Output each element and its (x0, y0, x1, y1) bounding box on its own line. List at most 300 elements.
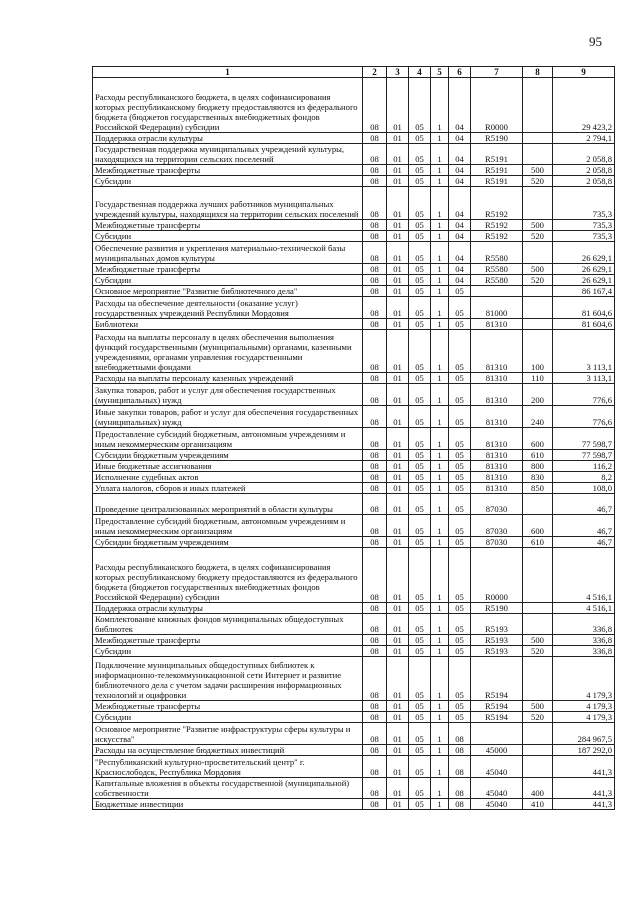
row-cell-amount: 2 794,1 (553, 132, 615, 143)
row-cell-program: 05 (409, 132, 431, 143)
column-header: 6 (449, 67, 471, 78)
row-cell-direction: 87030 (471, 515, 523, 537)
row-cell-program: 05 (409, 657, 431, 701)
row-name-cell: Межбюджетные трансферты (93, 165, 363, 176)
row-cell-rz: 08 (363, 482, 387, 493)
row-cell-event: 05 (449, 602, 471, 613)
row-cell-program: 05 (409, 241, 431, 263)
row-cell-amount: 4 516,1 (553, 548, 615, 603)
row-cell-amount: 86 167,4 (553, 285, 615, 296)
row-name-cell: Субсидии (93, 712, 363, 723)
row-name-cell: "Республиканский культурно-просветительский центр" г. Краснослободск, Республика Мордовия (93, 755, 363, 777)
row-cell-pr: 01 (387, 296, 409, 318)
row-name-cell: Бюджетные инвестиции (93, 799, 363, 810)
row-cell-subprogram: 1 (431, 460, 449, 471)
table-row (93, 548, 615, 603)
column-header: 8 (523, 67, 553, 78)
row-cell-direction: 81310 (471, 460, 523, 471)
row-cell-rz: 08 (363, 219, 387, 230)
table-row (93, 515, 615, 537)
row-cell-direction: 81310 (471, 471, 523, 482)
row-cell-pr: 01 (387, 635, 409, 646)
row-name-cell: Проведение централизованных мероприятий в области культуры (93, 493, 363, 515)
row-cell-program: 05 (409, 493, 431, 515)
row-cell-event: 05 (449, 635, 471, 646)
row-cell-subprogram: 1 (431, 143, 449, 165)
row-cell-pr: 01 (387, 329, 409, 373)
row-cell-subprogram: 1 (431, 329, 449, 373)
row-cell-event: 05 (449, 493, 471, 515)
row-cell-pr: 01 (387, 373, 409, 384)
row-cell-pr: 01 (387, 241, 409, 263)
row-cell-event: 08 (449, 799, 471, 810)
row-cell-rz: 08 (363, 613, 387, 635)
row-cell-rz: 08 (363, 176, 387, 187)
row-cell-subprogram: 1 (431, 701, 449, 712)
row-cell-pr: 01 (387, 405, 409, 427)
row-cell-program: 05 (409, 548, 431, 603)
row-cell-pr: 01 (387, 460, 409, 471)
table-row (93, 132, 615, 143)
row-cell-subprogram: 1 (431, 427, 449, 449)
row-cell-pr: 01 (387, 384, 409, 406)
row-cell-pr: 01 (387, 515, 409, 537)
row-cell-rz: 08 (363, 460, 387, 471)
table-row (93, 723, 615, 745)
row-cell-rz: 08 (363, 263, 387, 274)
row-cell-event: 04 (449, 132, 471, 143)
row-cell-amount: 4 179,3 (553, 657, 615, 701)
row-cell-program: 05 (409, 165, 431, 176)
row-cell-event: 05 (449, 701, 471, 712)
row-cell-rz: 08 (363, 799, 387, 810)
table-body (93, 78, 615, 810)
row-cell-subprogram: 1 (431, 165, 449, 176)
row-cell-rz: 08 (363, 701, 387, 712)
table-row (93, 230, 615, 241)
row-cell-expense-type: 110 (523, 373, 553, 384)
row-name-cell: Иные закупки товаров, работ и услуг для обеспечения государственных (муниципальных) нужд (93, 405, 363, 427)
table-row (93, 701, 615, 712)
row-name-cell: Исполнение судебных актов (93, 471, 363, 482)
row-cell-amount: 108,0 (553, 482, 615, 493)
row-cell-rz: 08 (363, 755, 387, 777)
row-cell-expense-type: 520 (523, 230, 553, 241)
table-row (93, 187, 615, 220)
table-row (93, 537, 615, 548)
row-cell-expense-type (523, 493, 553, 515)
row-cell-subprogram: 1 (431, 449, 449, 460)
column-header: 3 (387, 67, 409, 78)
row-cell-rz: 08 (363, 132, 387, 143)
row-cell-expense-type: 410 (523, 799, 553, 810)
row-cell-pr: 01 (387, 318, 409, 329)
row-cell-program: 05 (409, 471, 431, 482)
table-row (93, 285, 615, 296)
row-cell-rz: 08 (363, 657, 387, 701)
row-cell-expense-type: 400 (523, 777, 553, 799)
row-cell-expense-type: 500 (523, 701, 553, 712)
row-cell-event: 05 (449, 712, 471, 723)
table-row (93, 482, 615, 493)
row-cell-pr: 01 (387, 219, 409, 230)
row-cell-amount: 776,6 (553, 405, 615, 427)
row-cell-program: 05 (409, 712, 431, 723)
row-cell-program: 05 (409, 482, 431, 493)
row-cell-expense-type (523, 602, 553, 613)
row-cell-expense-type (523, 318, 553, 329)
row-cell-expense-type (523, 755, 553, 777)
row-cell-direction: 81310 (471, 427, 523, 449)
row-cell-direction: 45040 (471, 799, 523, 810)
row-cell-amount: 3 113,1 (553, 373, 615, 384)
row-cell-program: 05 (409, 777, 431, 799)
column-header: 9 (553, 67, 615, 78)
row-cell-amount: 29 423,2 (553, 78, 615, 133)
row-cell-program: 05 (409, 219, 431, 230)
row-name-cell: Основное мероприятие "Развитие инфраструктуры сферы культуры и искусства" (93, 723, 363, 745)
row-cell-pr: 01 (387, 646, 409, 657)
row-cell-subprogram: 1 (431, 373, 449, 384)
row-cell-subprogram: 1 (431, 384, 449, 406)
row-name-cell: Расходы на обеспечение деятельности (оказание услуг) государственных учреждений Республики Мордовия (93, 296, 363, 318)
table-row (93, 471, 615, 482)
row-name-cell: Поддержка отрасли культуры (93, 132, 363, 143)
row-cell-expense-type: 200 (523, 384, 553, 406)
row-cell-event: 05 (449, 329, 471, 373)
row-cell-pr: 01 (387, 755, 409, 777)
row-cell-rz: 08 (363, 427, 387, 449)
row-cell-program: 05 (409, 701, 431, 712)
row-cell-amount: 4 516,1 (553, 602, 615, 613)
row-cell-pr: 01 (387, 165, 409, 176)
row-cell-pr: 01 (387, 482, 409, 493)
row-cell-pr: 01 (387, 471, 409, 482)
table-row (93, 176, 615, 187)
row-cell-subprogram: 1 (431, 548, 449, 603)
row-cell-direction: R5193 (471, 646, 523, 657)
row-cell-subprogram: 1 (431, 482, 449, 493)
row-cell-amount: 3 113,1 (553, 329, 615, 373)
row-cell-event: 05 (449, 471, 471, 482)
table-row (93, 427, 615, 449)
row-cell-amount: 2 058,8 (553, 176, 615, 187)
row-cell-pr: 01 (387, 176, 409, 187)
row-cell-amount: 735,3 (553, 230, 615, 241)
row-cell-program: 05 (409, 405, 431, 427)
row-cell-event: 05 (449, 482, 471, 493)
row-cell-event: 05 (449, 285, 471, 296)
row-cell-amount: 776,6 (553, 384, 615, 406)
row-name-cell: Обеспечение развития и укрепления материально-технической базы муниципальных домов культуры (93, 241, 363, 263)
row-cell-amount: 2 058,8 (553, 143, 615, 165)
row-cell-subprogram: 1 (431, 230, 449, 241)
row-cell-event: 04 (449, 230, 471, 241)
row-cell-subprogram: 1 (431, 176, 449, 187)
row-cell-subprogram: 1 (431, 405, 449, 427)
row-cell-amount: 735,3 (553, 187, 615, 220)
row-name-cell: Комплектование книжных фондов муниципальных общедоступных библиотек (93, 613, 363, 635)
row-cell-expense-type: 830 (523, 471, 553, 482)
row-cell-pr: 01 (387, 799, 409, 810)
row-cell-rz: 08 (363, 493, 387, 515)
row-cell-amount: 81 604,6 (553, 296, 615, 318)
row-cell-event: 05 (449, 646, 471, 657)
row-cell-subprogram: 1 (431, 241, 449, 263)
row-cell-rz: 08 (363, 285, 387, 296)
row-cell-event: 05 (449, 515, 471, 537)
row-cell-event: 05 (449, 405, 471, 427)
row-cell-direction: R5190 (471, 132, 523, 143)
row-name-cell: Закупка товаров, работ и услуг для обеспечения государственных (муниципальных) нужд (93, 384, 363, 406)
row-cell-subprogram: 1 (431, 274, 449, 285)
row-cell-expense-type (523, 548, 553, 603)
column-header: 4 (409, 67, 431, 78)
row-cell-expense-type: 600 (523, 515, 553, 537)
row-name-cell: Расходы на выплаты персоналу в целях обеспечения выполнения функций государственными (муниципальными) органами, казенными учреждениями, органами управления государственными внебюджетными фондами (93, 329, 363, 373)
table-row (93, 78, 615, 133)
table-row (93, 384, 615, 406)
row-cell-subprogram: 1 (431, 755, 449, 777)
row-cell-program: 05 (409, 755, 431, 777)
row-cell-subprogram: 1 (431, 263, 449, 274)
row-cell-subprogram: 1 (431, 187, 449, 220)
row-name-cell: Государственная поддержка муниципальных учреждений культуры, находящихся на территории сельских поселений (93, 143, 363, 165)
row-cell-expense-type: 500 (523, 165, 553, 176)
row-cell-program: 05 (409, 176, 431, 187)
row-cell-pr: 01 (387, 657, 409, 701)
row-cell-amount: 116,2 (553, 460, 615, 471)
row-cell-rz: 08 (363, 537, 387, 548)
row-cell-subprogram: 1 (431, 219, 449, 230)
row-cell-pr: 01 (387, 285, 409, 296)
row-cell-subprogram: 1 (431, 132, 449, 143)
row-cell-amount: 46,7 (553, 537, 615, 548)
row-name-cell: Субсидии (93, 274, 363, 285)
row-name-cell: Расходы республиканского бюджета, в целях софинансирования которых республиканскому бюджету предоставляются из федерального бюджета (бюджетов государственных внебюджетных фондов Российской Федерации) субсидии (93, 78, 363, 133)
column-header: 7 (471, 67, 523, 78)
row-cell-direction: 87030 (471, 493, 523, 515)
row-cell-pr: 01 (387, 274, 409, 285)
row-cell-rz: 08 (363, 471, 387, 482)
row-cell-subprogram: 1 (431, 723, 449, 745)
row-cell-expense-type: 610 (523, 449, 553, 460)
row-cell-rz: 08 (363, 723, 387, 745)
table-row (93, 657, 615, 701)
table-header-row (93, 67, 615, 78)
row-cell-amount: 77 598,7 (553, 427, 615, 449)
row-cell-subprogram: 1 (431, 799, 449, 810)
table-row (93, 646, 615, 657)
row-cell-event: 04 (449, 143, 471, 165)
row-cell-direction: R5580 (471, 263, 523, 274)
row-cell-pr: 01 (387, 548, 409, 603)
row-cell-expense-type: 100 (523, 329, 553, 373)
row-cell-event: 05 (449, 296, 471, 318)
row-name-cell: Расходы на осуществление бюджетных инвестиций (93, 744, 363, 755)
row-cell-direction: 81000 (471, 296, 523, 318)
row-cell-program: 05 (409, 723, 431, 745)
row-cell-pr: 01 (387, 537, 409, 548)
table-row (93, 744, 615, 755)
row-cell-direction: R5190 (471, 602, 523, 613)
table-row (93, 635, 615, 646)
row-cell-amount: 441,3 (553, 799, 615, 810)
row-cell-rz: 08 (363, 777, 387, 799)
row-cell-amount: 4 179,3 (553, 712, 615, 723)
row-cell-rz: 08 (363, 646, 387, 657)
row-name-cell: Иные бюджетные ассигнования (93, 460, 363, 471)
row-cell-direction: R5192 (471, 187, 523, 220)
row-cell-program: 05 (409, 384, 431, 406)
row-cell-amount: 284 967,5 (553, 723, 615, 745)
row-cell-pr: 01 (387, 712, 409, 723)
row-cell-direction: 81310 (471, 329, 523, 373)
row-cell-amount: 441,3 (553, 777, 615, 799)
row-cell-expense-type: 850 (523, 482, 553, 493)
row-cell-expense-type (523, 78, 553, 133)
row-cell-subprogram: 1 (431, 515, 449, 537)
row-cell-expense-type: 520 (523, 646, 553, 657)
row-cell-program: 05 (409, 296, 431, 318)
row-cell-direction: R0000 (471, 78, 523, 133)
row-cell-event: 05 (449, 657, 471, 701)
row-cell-amount: 187 292,0 (553, 744, 615, 755)
row-name-cell: Субсидии бюджетным учреждениям (93, 449, 363, 460)
row-cell-amount: 2 058,8 (553, 165, 615, 176)
table-row (93, 219, 615, 230)
row-cell-amount: 336,8 (553, 635, 615, 646)
row-cell-expense-type (523, 296, 553, 318)
row-cell-program: 05 (409, 602, 431, 613)
row-cell-amount: 735,3 (553, 219, 615, 230)
row-cell-event: 08 (449, 755, 471, 777)
row-cell-program: 05 (409, 373, 431, 384)
row-name-cell: Капитальные вложения в объекты государственной (муниципальной) собственности (93, 777, 363, 799)
row-cell-program: 05 (409, 230, 431, 241)
row-cell-subprogram: 1 (431, 635, 449, 646)
row-cell-direction (471, 723, 523, 745)
table-row (93, 318, 615, 329)
row-cell-pr: 01 (387, 493, 409, 515)
row-cell-event: 05 (449, 427, 471, 449)
row-cell-program: 05 (409, 329, 431, 373)
row-cell-program: 05 (409, 449, 431, 460)
row-cell-program: 05 (409, 187, 431, 220)
page-number: 95 (589, 34, 602, 49)
row-cell-amount: 46,7 (553, 493, 615, 515)
row-cell-amount: 26 629,1 (553, 263, 615, 274)
row-cell-amount: 77 598,7 (553, 449, 615, 460)
row-cell-pr: 01 (387, 701, 409, 712)
row-cell-expense-type (523, 187, 553, 220)
row-cell-rz: 08 (363, 329, 387, 373)
row-cell-expense-type (523, 285, 553, 296)
row-cell-pr: 01 (387, 427, 409, 449)
row-cell-subprogram: 1 (431, 493, 449, 515)
row-cell-pr: 01 (387, 449, 409, 460)
row-cell-subprogram: 1 (431, 78, 449, 133)
row-cell-rz: 08 (363, 274, 387, 285)
row-name-cell: Расходы на выплаты персоналу казенных учреждений (93, 373, 363, 384)
row-cell-rz: 08 (363, 318, 387, 329)
row-name-cell: Государственная поддержка лучших работников муниципальных учреждений культуры, находящихся на территории сельских поселений (93, 187, 363, 220)
row-cell-program: 05 (409, 274, 431, 285)
table-row (93, 143, 615, 165)
row-name-cell: Межбюджетные трансферты (93, 701, 363, 712)
row-cell-pr: 01 (387, 230, 409, 241)
column-header: 1 (93, 67, 363, 78)
row-name-cell: Уплата налогов, сборов и иных платежей (93, 482, 363, 493)
table-row (93, 274, 615, 285)
row-cell-direction: 81310 (471, 482, 523, 493)
row-cell-subprogram: 1 (431, 471, 449, 482)
row-cell-subprogram: 1 (431, 657, 449, 701)
row-name-cell: Библиотеки (93, 318, 363, 329)
row-cell-direction: 87030 (471, 537, 523, 548)
row-cell-direction: R5580 (471, 241, 523, 263)
table-row (93, 799, 615, 810)
row-cell-direction: R5191 (471, 143, 523, 165)
row-name-cell: Субсидии бюджетным учреждениям (93, 537, 363, 548)
row-cell-direction: R5192 (471, 230, 523, 241)
row-cell-expense-type (523, 613, 553, 635)
row-name-cell: Поддержка отрасли культуры (93, 602, 363, 613)
row-cell-direction: 81310 (471, 449, 523, 460)
row-cell-event: 05 (449, 537, 471, 548)
row-cell-subprogram: 1 (431, 646, 449, 657)
row-cell-program: 05 (409, 143, 431, 165)
row-cell-program: 05 (409, 646, 431, 657)
row-cell-event: 05 (449, 449, 471, 460)
table-row (93, 165, 615, 176)
row-cell-direction: 81310 (471, 384, 523, 406)
row-cell-expense-type: 610 (523, 537, 553, 548)
table-row (93, 755, 615, 777)
row-cell-direction: R5191 (471, 165, 523, 176)
row-cell-event: 04 (449, 241, 471, 263)
row-cell-expense-type: 500 (523, 219, 553, 230)
row-cell-event: 08 (449, 777, 471, 799)
budget-table (92, 66, 615, 810)
row-cell-pr: 01 (387, 132, 409, 143)
row-cell-rz: 08 (363, 241, 387, 263)
row-cell-program: 05 (409, 263, 431, 274)
row-cell-pr: 01 (387, 187, 409, 220)
row-cell-direction: 81310 (471, 405, 523, 427)
row-cell-direction: R5194 (471, 712, 523, 723)
table-row (93, 405, 615, 427)
table-row (93, 602, 615, 613)
row-name-cell: Расходы республиканского бюджета, в целях софинансирования которых республиканскому бюджету предоставляются из федерального бюджета (бюджетов государственных внебюджетных фондов Российской Федерации) субсидии (93, 548, 363, 603)
row-cell-subprogram: 1 (431, 744, 449, 755)
row-cell-subprogram: 1 (431, 318, 449, 329)
row-cell-pr: 01 (387, 263, 409, 274)
row-cell-event: 04 (449, 165, 471, 176)
row-cell-subprogram: 1 (431, 613, 449, 635)
row-name-cell: Субсидии (93, 230, 363, 241)
row-cell-event: 08 (449, 723, 471, 745)
row-cell-event: 04 (449, 219, 471, 230)
row-name-cell: Межбюджетные трансферты (93, 263, 363, 274)
row-cell-direction: R5192 (471, 219, 523, 230)
row-cell-expense-type (523, 657, 553, 701)
table-row (93, 263, 615, 274)
row-cell-subprogram: 1 (431, 537, 449, 548)
row-cell-rz: 08 (363, 296, 387, 318)
row-cell-amount: 81 604,6 (553, 318, 615, 329)
row-cell-program: 05 (409, 744, 431, 755)
